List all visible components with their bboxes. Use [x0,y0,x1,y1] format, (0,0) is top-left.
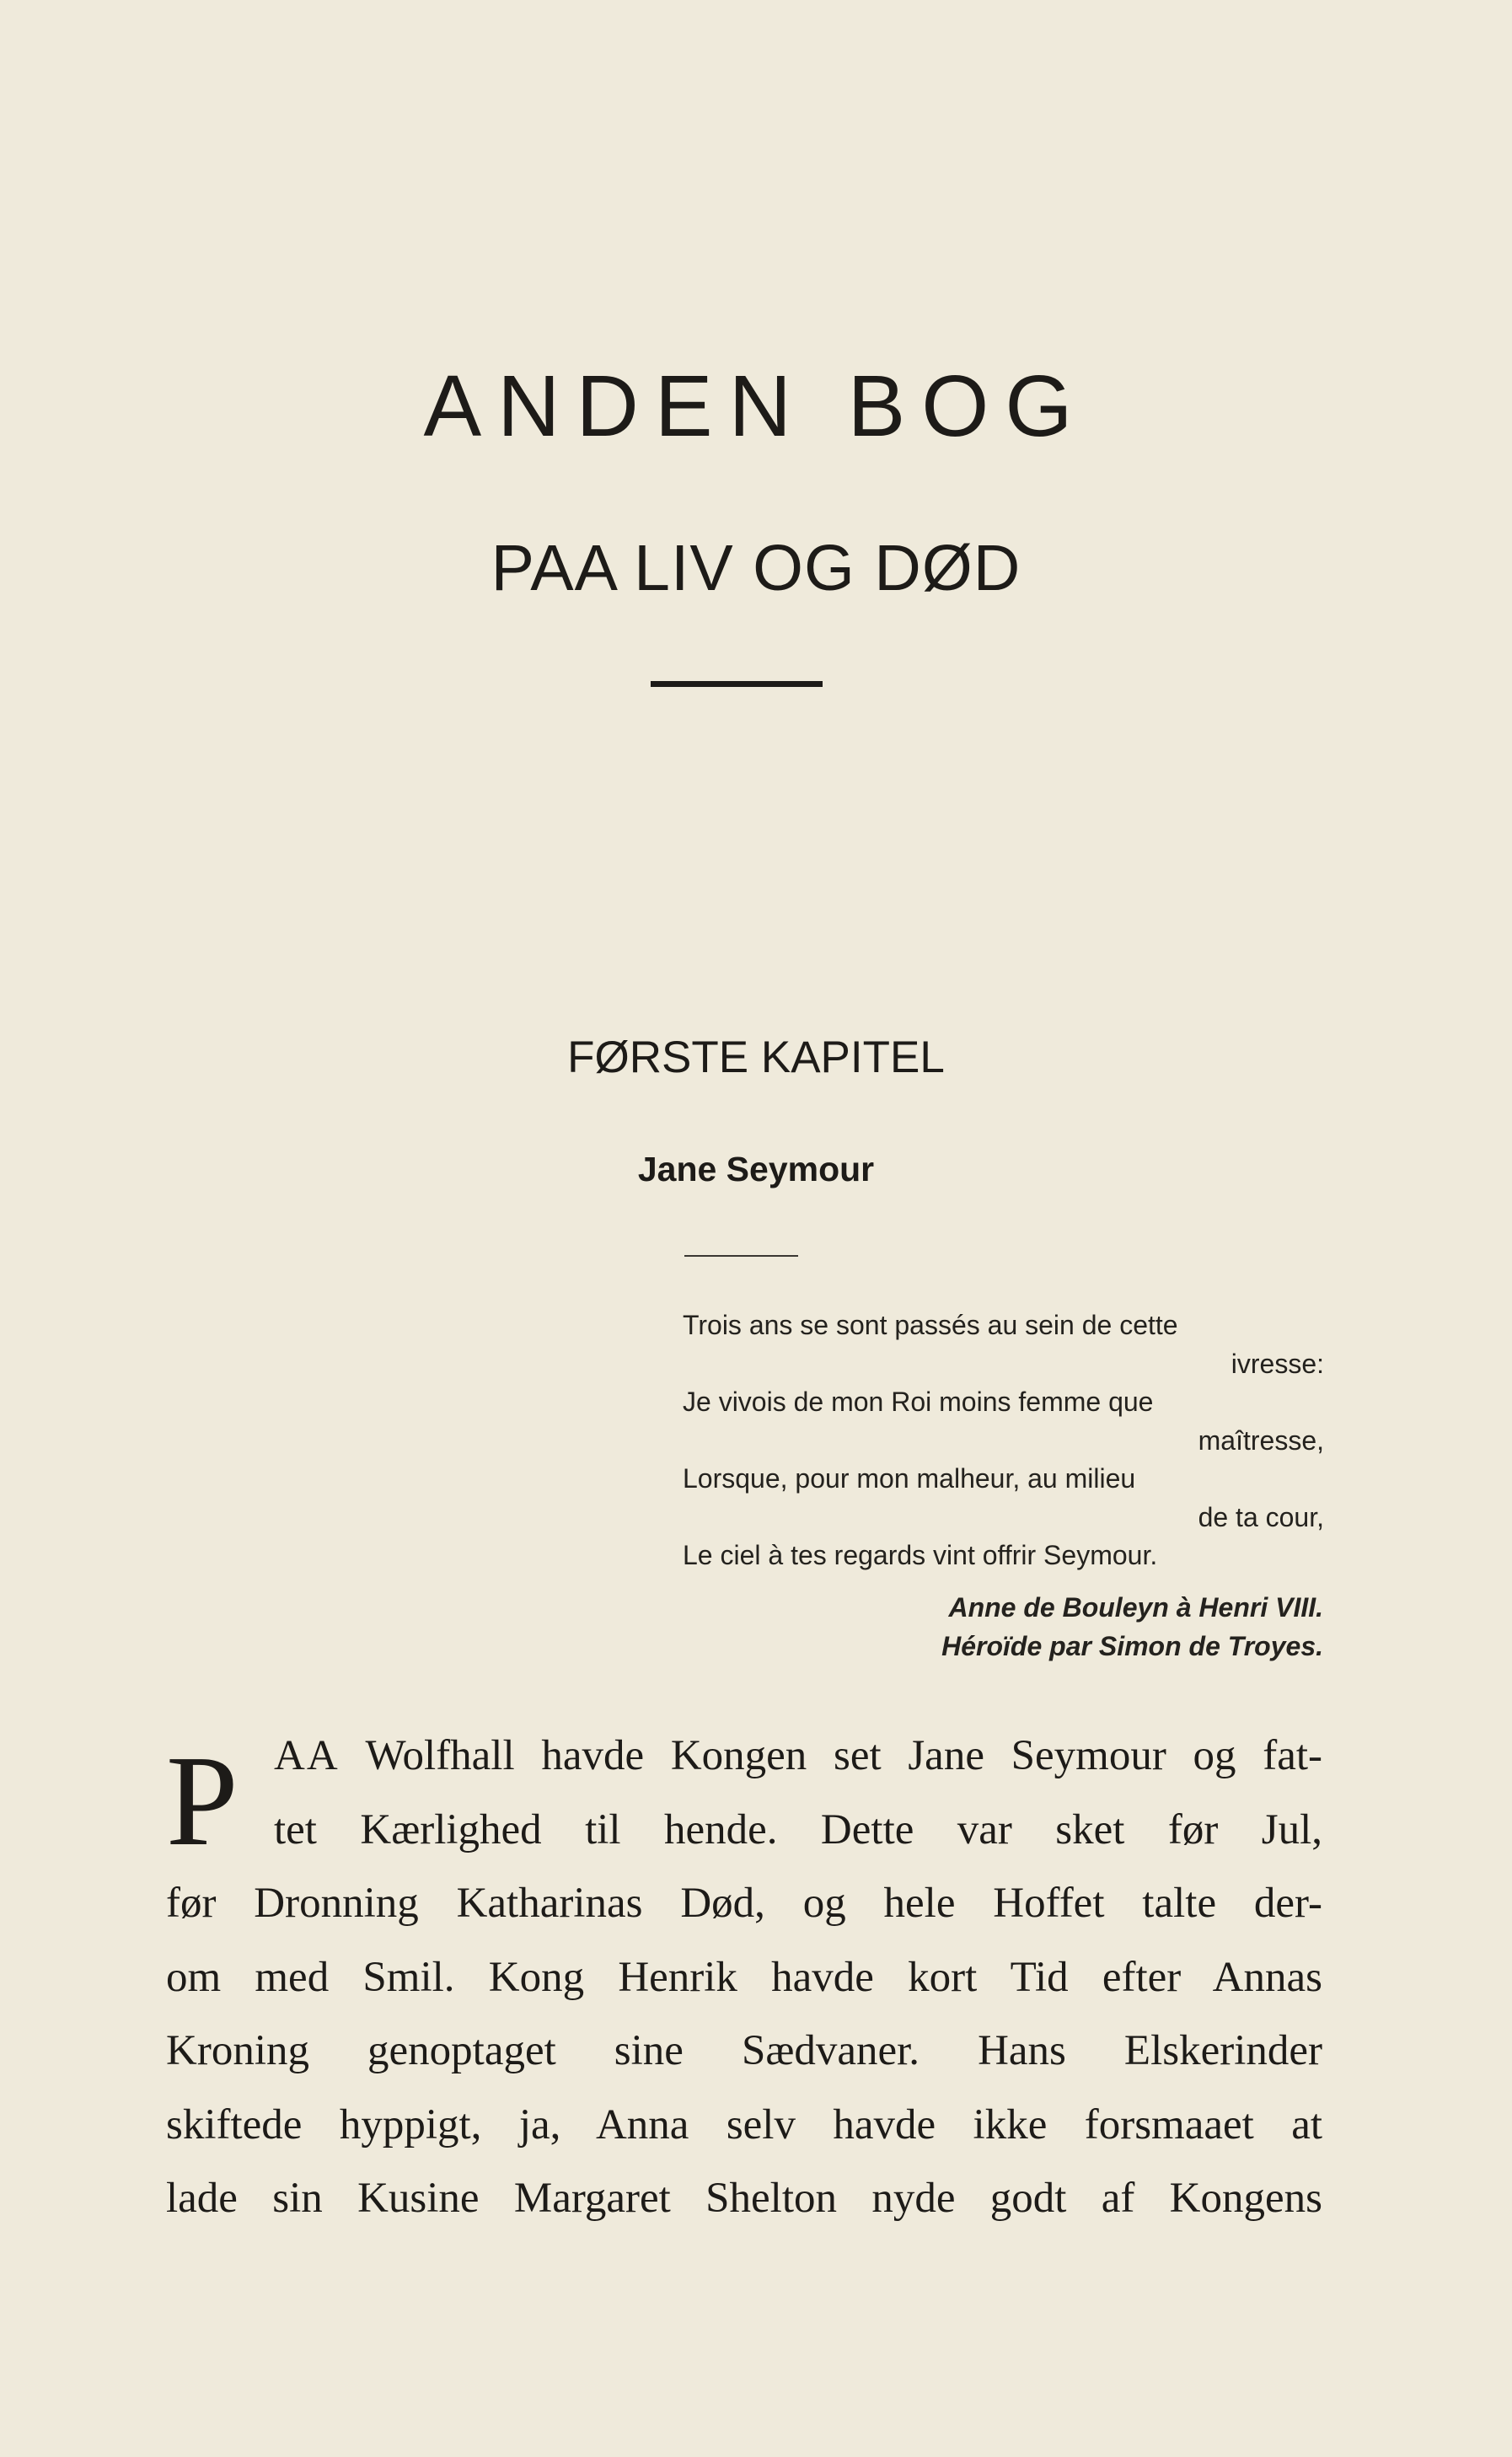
epigraph-line: Je vivois de mon Roi moins femme que [683,1387,1154,1417]
body-text [166,1719,1322,2236]
epigraph-line: ivresse: [1231,1348,1324,1379]
epigraph-line: Lorsque, pour mon malheur, au milieu [683,1463,1136,1494]
body-line: før Dronning Katharinas Død, og hele Hoffet talte der- [166,1880,1322,1927]
epigraph-attribution [0,1588,1323,1666]
body-line: Kroning genoptaget sine Sædvaner. Hans Elskerinder [166,2027,1322,2074]
body-line: tet Kærlighed til hende. Dette var sket før Jul, [274,1805,1322,1853]
first-word-smallcaps: AA [274,1732,340,1779]
chapter-divider [684,1255,798,1257]
epigraph [683,1306,1323,1575]
chapter-subtitle: Jane Seymour [637,1150,875,1188]
attribution-line: Anne de Bouleyn à Henri VIII. [948,1592,1323,1623]
body-line [274,1719,1322,1794]
body-line: om med Smil. Kong Henrik havde kort Tid efter Annas [166,1953,1322,2001]
epigraph-line: de ta cour, [1198,1501,1324,1532]
chapter-title: FØRSTE KAPITEL [567,1033,945,1082]
book-subtitle: PAA LIV OG DØD [491,532,1021,604]
title-divider [651,681,823,687]
body-line: skiftede hyppigt, ja, Anna selv havde ikke forsmaaet at [166,2100,1322,2149]
epigraph-line: maîtresse, [1198,1424,1324,1456]
first-line-text: Wolfhall havde Kongen set Jane Seymour og fat- [339,1732,1322,1779]
attribution-line: Héroïde par Simon de Troyes. [941,1631,1323,1661]
epigraph-line: Le ciel à tes regards vint offrir Seymour. [683,1540,1158,1570]
drop-cap: P [166,1730,239,1873]
epigraph-line: Trois ans se sont passés au sein de cette [683,1310,1178,1340]
book-title: ANDEN BOG [423,357,1089,454]
body-line: lade sin Kusine Margaret Shelton nyde godt af Kongens [166,2175,1322,2222]
